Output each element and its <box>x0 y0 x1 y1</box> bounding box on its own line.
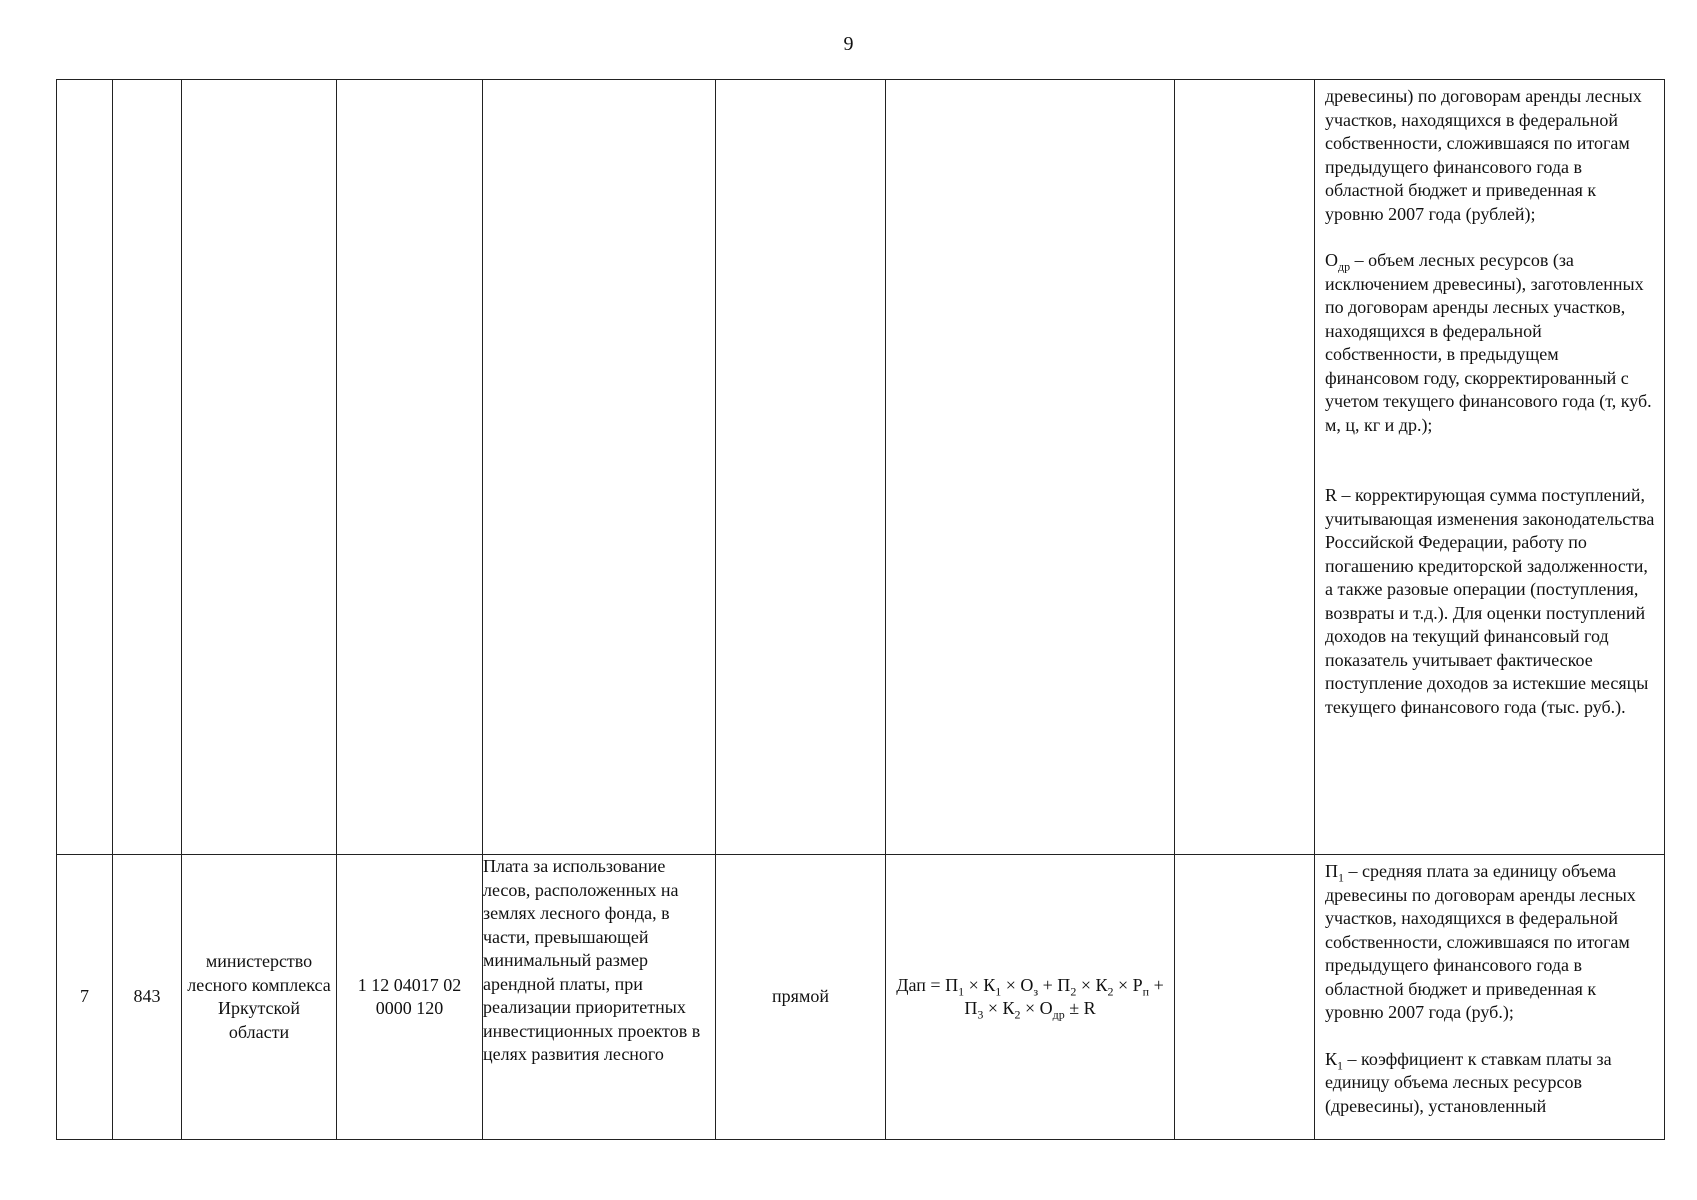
description-paragraph: $К_1$ – коэффициент к ставкам платы за единицу объема лесных ресурсов (древесины), установленный <box>1325 1048 1612 1116</box>
cell-income-name <box>483 80 716 855</box>
cell-method <box>716 80 886 855</box>
cell-kbk: 1 12 04017 02 0000 120 <box>337 855 483 1140</box>
cell-admin-name <box>182 80 337 855</box>
cell-admin-code: 843 <box>113 855 182 1140</box>
cell-admin-code <box>113 80 182 855</box>
description-paragraph: древесины) по договорам аренды лесных участков, находящихся в федеральной собственности, сложившаяся по итогам предыдущего финансового года в областной бюджет и приведенная к уровню 2007 года (рублей); <box>1325 86 1642 224</box>
cell-description <box>1315 80 1665 855</box>
formula-text: Дап = $П_1 \times К_1 \times О_з + П_2 \times К_2 \times Р_п + П_3 \times К_2 \times О_{др} \pm R$ <box>896 974 1164 1022</box>
page-number: 9 <box>843 33 854 55</box>
cell-admin-name: министерство лесного комплекса Иркутской области <box>182 855 337 1140</box>
cell-algorithm <box>1175 855 1315 1140</box>
description-paragraph: R – корректирующая сумма поступлений, учитывающая изменения законодательства Российской Федерации, работу по погашению кредиторской задолженности, а также разовые операции (поступления, возвраты и т.д.). Для оценки поступлений доходов на текущий финансовый год показатель учитывает фактическое поступление доходов за истекшие месяцы текущего финансового года (тыс. руб.). <box>1325 485 1655 717</box>
cell-kbk <box>337 80 483 855</box>
cell-num: 7 <box>57 855 113 1140</box>
cell-income-name <box>483 855 716 1140</box>
cell-method: прямой <box>716 855 886 1140</box>
description-paragraph: $П_1$ – средняя плата за единицу объема древесины по договорам аренды лесных участков, находящихся в федеральной собственности, сложившаяся по итогам предыдущего финансового года в областной бюджет и приведенная к уровню 2007 года (руб.); <box>1325 861 1636 1022</box>
table-row <box>57 80 1665 855</box>
cell-description <box>1315 855 1665 1140</box>
cell-num <box>57 80 113 855</box>
forecast-methods-table <box>56 79 1665 1140</box>
cell-formula <box>886 855 1175 1140</box>
description-paragraph: $О_{др}$ – объем лесных ресурсов (за исключением древесины), заготовленных по договорам аренды лесных участков, находящихся в федеральной собственности, в предыдущем финансовом году, скорректированный с учетом текущего финансового года (т, куб. м, ц, кг и др.); <box>1325 250 1652 435</box>
cell-formula <box>886 80 1175 855</box>
table-row <box>57 855 1665 1140</box>
income-name-text: Плата за использование лесов, расположенных на землях лесного фонда, в части, превышающей минимальный размер арендной платы, при реализации приоритетных инвестиционных проектов в целях развития лесного <box>483 856 701 1064</box>
cell-algorithm <box>1175 80 1315 855</box>
